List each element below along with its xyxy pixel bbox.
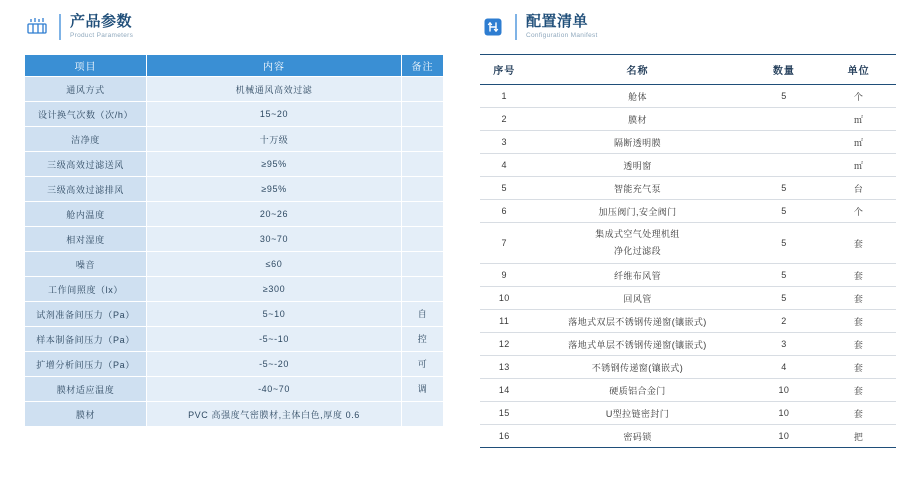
item-qty xyxy=(747,108,822,131)
item-unit: 套 xyxy=(821,333,896,356)
table-row xyxy=(480,200,896,223)
table-row xyxy=(480,333,896,356)
table-row xyxy=(25,352,444,377)
item-no: 3 xyxy=(480,131,528,154)
param-value: PVC 高强度气密膜材,主体白色,厚度 0.6 xyxy=(147,402,402,427)
item-no: 6 xyxy=(480,200,528,223)
param-note: 可 xyxy=(402,352,444,377)
item-no: 15 xyxy=(480,402,528,425)
table-row xyxy=(480,131,896,154)
configuration-manifest-panel xyxy=(480,8,896,448)
param-value: ≤60 xyxy=(147,252,402,277)
item-no: 7 xyxy=(480,223,528,264)
param-item: 样本制备间压力（Pa） xyxy=(25,327,147,352)
table-row xyxy=(25,77,444,102)
param-note xyxy=(402,77,444,102)
table-row xyxy=(25,327,444,352)
param-note xyxy=(402,402,444,427)
item-no: 9 xyxy=(480,264,528,287)
param-item: 相对湿度 xyxy=(25,227,147,252)
item-name: 智能充气泵 xyxy=(528,177,746,200)
item-qty: 5 xyxy=(747,264,822,287)
item-name: 纤维布风管 xyxy=(528,264,746,287)
item-name: 加压阀门,安全阀门 xyxy=(528,200,746,223)
table-row xyxy=(480,356,896,379)
item-no: 13 xyxy=(480,356,528,379)
item-name: 硬质铝合金门 xyxy=(528,379,746,402)
table-row xyxy=(25,177,444,202)
item-no: 16 xyxy=(498,431,510,441)
item-name: 回风管 xyxy=(528,287,746,310)
param-note: 控 xyxy=(402,327,444,352)
item-unit: 个 xyxy=(821,200,896,223)
item-name: 密码锁 xyxy=(623,431,652,442)
column-header-unit: 单位 xyxy=(821,55,896,85)
item-name: 隔断透明膜 xyxy=(528,131,746,154)
table-row xyxy=(25,252,444,277)
table-row xyxy=(480,223,896,264)
item-qty: 2 xyxy=(747,310,822,333)
param-value: 十万级 xyxy=(147,127,402,152)
configuration-manifest-titles xyxy=(526,13,598,41)
item-qty xyxy=(747,131,822,154)
table-row xyxy=(25,277,444,302)
item-qty xyxy=(747,154,822,177)
param-note: 自 xyxy=(402,302,444,327)
item-unit: 套 xyxy=(821,402,896,425)
product-parameters-header xyxy=(24,8,444,46)
item-unit: 台 xyxy=(821,177,896,200)
table-row xyxy=(480,85,896,108)
item-unit: ㎡ xyxy=(821,108,896,131)
item-qty: 4 xyxy=(747,356,822,379)
item-no: 5 xyxy=(480,177,528,200)
column-header-item: 项目 xyxy=(25,55,147,77)
item-qty: 5 xyxy=(747,287,822,310)
column-header-qty: 数量 xyxy=(747,55,822,85)
param-value: 机械通风高效过滤 xyxy=(147,77,402,102)
param-item: 膜材适应温度 xyxy=(25,377,147,402)
header-divider xyxy=(515,14,517,40)
param-note xyxy=(402,152,444,177)
param-item: 膜材 xyxy=(25,402,147,427)
item-qty: 5 xyxy=(747,223,822,264)
table-row xyxy=(480,108,896,131)
table-row xyxy=(480,287,896,310)
table-header-row xyxy=(25,55,444,77)
table-row xyxy=(25,377,444,402)
item-name: U型拉链密封门 xyxy=(528,402,746,425)
param-value: -40~70 xyxy=(147,377,402,402)
param-item: 三级高效过滤排风 xyxy=(25,177,147,202)
item-qty: 3 xyxy=(747,333,822,356)
product-parameters-table xyxy=(24,54,444,427)
item-name-line2: 净化过滤段 xyxy=(613,246,661,256)
manifest-icon xyxy=(480,14,506,40)
table-row xyxy=(480,264,896,287)
column-header-no: 序号 xyxy=(480,55,528,85)
param-item: 三级高效过滤送风 xyxy=(25,152,147,177)
param-item: 试剂准备间压力（Pa） xyxy=(25,302,147,327)
table-header-row xyxy=(480,55,896,85)
item-unit: 套 xyxy=(821,223,896,264)
param-note xyxy=(402,177,444,202)
param-value: ≥95% xyxy=(147,152,402,177)
item-no: 2 xyxy=(480,108,528,131)
table-row xyxy=(25,227,444,252)
item-qty: 5 xyxy=(747,200,822,223)
item-unit: 套 xyxy=(821,287,896,310)
param-item: 工作间照度（lx） xyxy=(25,277,147,302)
item-unit: 套 xyxy=(821,310,896,333)
table-row xyxy=(25,402,444,427)
param-item: 扩增分析间压力（Pa） xyxy=(25,352,147,377)
param-note: 调 xyxy=(402,377,444,402)
param-value: 5~10 xyxy=(147,302,402,327)
table-row xyxy=(25,102,444,127)
param-value: 15~20 xyxy=(147,102,402,127)
param-note xyxy=(402,127,444,152)
table-row xyxy=(25,152,444,177)
param-item: 洁净度 xyxy=(25,127,147,152)
item-name: 不锈钢传递窗(镶嵌式) xyxy=(528,356,746,379)
item-no: 10 xyxy=(480,287,528,310)
item-name: 膜材 xyxy=(528,108,746,131)
param-value: -5~-20 xyxy=(147,352,402,377)
item-unit: ㎡ xyxy=(821,131,896,154)
param-item: 设计换气次数（次/h） xyxy=(25,102,147,127)
table-row xyxy=(480,379,896,402)
configuration-manifest-title-cn: 配置清单 xyxy=(526,13,589,30)
param-value: 20~26 xyxy=(147,202,402,227)
param-item: 噪音 xyxy=(25,252,147,277)
item-unit: 套 xyxy=(821,356,896,379)
column-header-name: 名称 xyxy=(528,55,746,85)
item-qty: 10 xyxy=(747,402,822,425)
item-no: 1 xyxy=(480,85,528,108)
param-item: 通风方式 xyxy=(25,77,147,102)
product-parameters-title-cn: 产品参数 xyxy=(70,13,133,30)
item-qty: 5 xyxy=(747,85,822,108)
item-no: 12 xyxy=(480,333,528,356)
param-value: 30~70 xyxy=(147,227,402,252)
item-no: 11 xyxy=(480,310,528,333)
param-note xyxy=(402,252,444,277)
table-row xyxy=(25,302,444,327)
configuration-manifest-header xyxy=(480,8,896,46)
param-value: ≥95% xyxy=(147,177,402,202)
configuration-manifest-table xyxy=(480,54,896,448)
product-parameters-title-en: Product Parameters xyxy=(70,32,134,39)
param-note xyxy=(402,202,444,227)
filter-unit-icon xyxy=(24,14,50,40)
item-name xyxy=(528,223,746,264)
item-name: 落地式单层不锈钢传递窗(镶嵌式) xyxy=(528,333,746,356)
item-unit: 套 xyxy=(821,264,896,287)
table-row xyxy=(480,425,896,448)
item-no: 4 xyxy=(480,154,528,177)
table-row xyxy=(25,202,444,227)
item-qty: 5 xyxy=(747,177,822,200)
item-unit: 把 xyxy=(853,431,864,442)
item-no: 14 xyxy=(480,379,528,402)
item-unit: 套 xyxy=(821,379,896,402)
param-note xyxy=(402,277,444,302)
table-row xyxy=(25,127,444,152)
item-unit: ㎡ xyxy=(821,154,896,177)
product-parameters-titles xyxy=(70,13,133,41)
param-value: -5~-10 xyxy=(147,327,402,352)
param-item: 舱内温度 xyxy=(25,202,147,227)
column-header-note: 备注 xyxy=(402,55,444,77)
item-name: 舱体 xyxy=(528,85,746,108)
table-row xyxy=(480,154,896,177)
table-row xyxy=(480,310,896,333)
product-parameters-panel xyxy=(24,8,444,427)
param-value: ≥300 xyxy=(147,277,402,302)
table-row xyxy=(480,402,896,425)
param-note xyxy=(402,102,444,127)
header-divider xyxy=(59,14,61,40)
table-row xyxy=(480,177,896,200)
item-qty: 10 xyxy=(747,379,822,402)
column-header-content: 内容 xyxy=(147,55,402,77)
item-qty: 10 xyxy=(778,431,790,441)
item-name: 透明窗 xyxy=(528,154,746,177)
item-name-line1: 集成式空气处理机组 xyxy=(595,229,680,239)
item-name: 落地式双层不锈钢传递窗(镶嵌式) xyxy=(528,310,746,333)
configuration-manifest-title-en: Configuration Manifest xyxy=(526,32,598,39)
param-note xyxy=(402,227,444,252)
item-unit: 个 xyxy=(821,85,896,108)
